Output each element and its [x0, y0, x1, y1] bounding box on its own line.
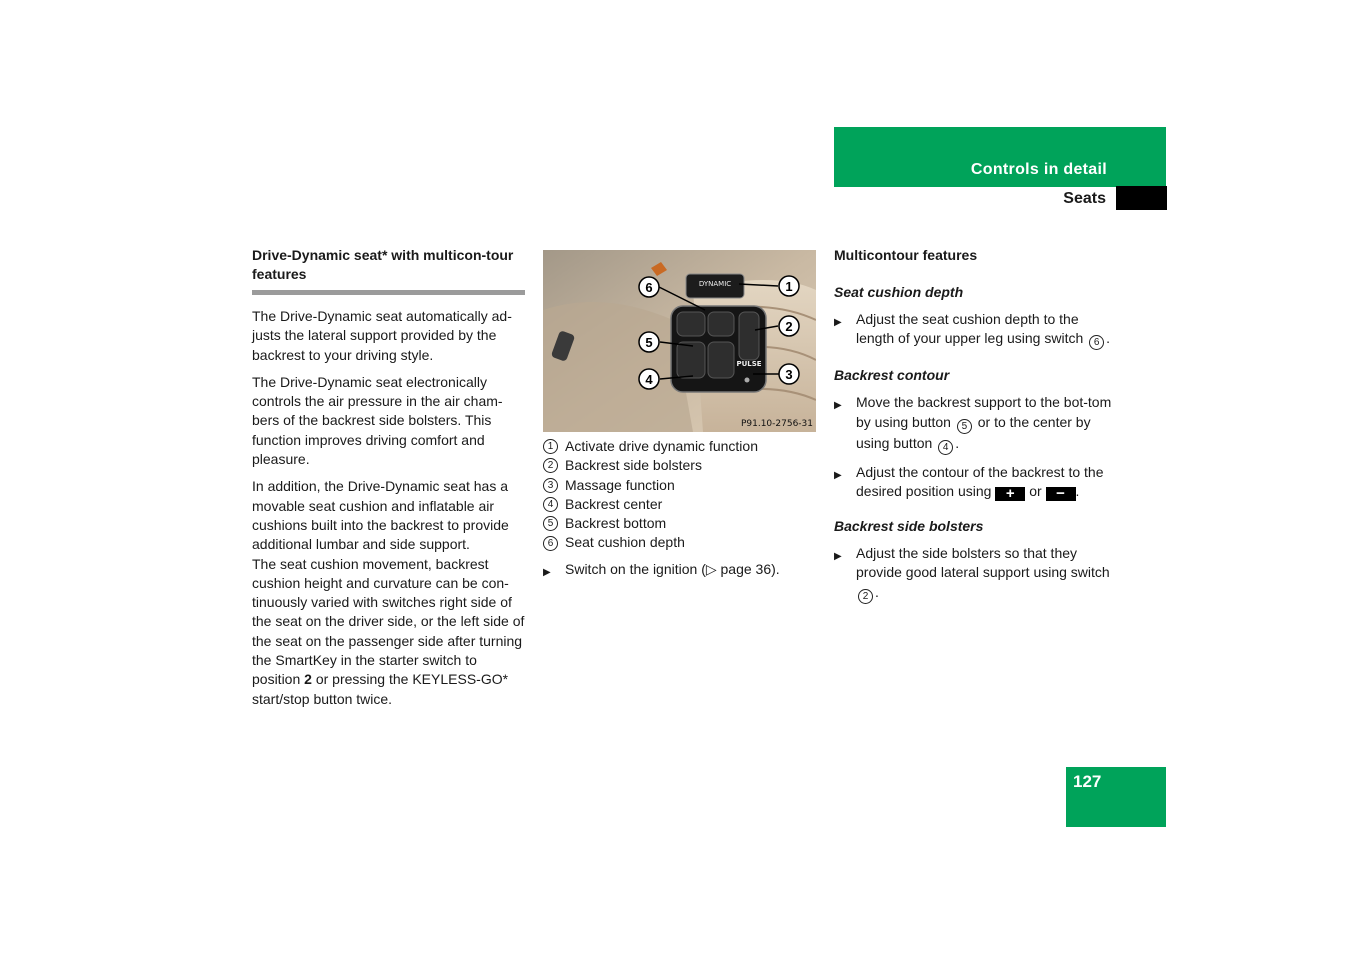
paragraph-3b: The seat cushion movement, backrest cushion height and curvature can be con-tinuously varied with switches right side of the seat on the driver side, or the left side of the seat on the passenger side after turning the SmartKey in the starter switch to position 2 or pressing the KEYLESS-GO* start/stop button twice. [252, 555, 525, 707]
subsection-title: Seats [1063, 190, 1106, 207]
section-title: Backrest side bolsters [834, 518, 984, 535]
step-arrow-icon: ▶ [543, 566, 551, 578]
step-arrow-icon: ▶ [834, 469, 842, 481]
section-backrest-contour [834, 366, 1114, 501]
position-number: 2 [304, 671, 312, 688]
instruction-step: ▶ Adjust the side bolsters so that they provide good lateral support using switch 2 . [834, 545, 1110, 602]
page-number-tab [1066, 767, 1166, 827]
step-arrow-icon: ▶ [834, 317, 842, 328]
header-tab-marker [1116, 186, 1167, 210]
figure-code: P91.10-2756-31 [740, 419, 813, 429]
dynamic-button-label: DYNAMIC [698, 280, 732, 288]
step-arrow-icon: ▶ [834, 400, 842, 412]
callout-5: 5 [645, 335, 653, 350]
paragraph-3a: In addition, the Drive-Dynamic seat has a movable seat cushion and inflatable air cushions built into the backrest to provide additional lumbar and side support. [252, 478, 509, 553]
page-number: 127 [1073, 772, 1102, 791]
callout-4: 4 [645, 372, 653, 387]
section-seat-cushion-depth [834, 283, 1114, 350]
legend-item: 3 Massage function [543, 476, 823, 495]
instruction-step: ▶ Adjust the contour of the backrest to the desired position using + or − . [834, 463, 1104, 502]
legend-item: 1 Activate drive dynamic function [543, 437, 823, 456]
minus-key-icon: − [1046, 487, 1076, 501]
ignition-step: ▶ Switch on the ignition (▷ page 36). [543, 560, 823, 582]
callout-1: 1 [785, 279, 793, 294]
section-title: Backrest contour [834, 367, 950, 384]
instruction-step: ▶ Move the backrest support to the bot-tom by using button 5 or to the center by using button 4 . [834, 394, 1112, 453]
section-title: Seat cushion depth [834, 284, 964, 300]
legend-item: 6 Seat cushion depth [543, 533, 823, 552]
callout-2: 2 [785, 319, 793, 334]
legend-item: 4 Backrest center [543, 495, 823, 514]
seat-switch-illustration [543, 250, 816, 432]
section-backrest-side-bolsters [834, 517, 1114, 604]
callout-3: 3 [785, 367, 793, 382]
legend-item: 5 Backrest bottom [543, 514, 823, 533]
figure-legend [543, 437, 823, 582]
left-column [252, 246, 525, 717]
seat-switch-photo [543, 250, 816, 432]
paragraph-1: The Drive-Dynamic seat automatically ad-justs the lateral support provided by the backrest to your driving style. [252, 308, 512, 363]
legend-item: 2 Backrest side bolsters [543, 456, 823, 475]
instruction-step: ▶ Adjust the seat cushion depth to the length of your upper leg using switch 6 . [834, 311, 1111, 349]
callout-6: 6 [645, 280, 653, 295]
left-heading: Drive-Dynamic seat* with multicon-tour features [252, 247, 514, 282]
right-heading: Multicontour features [834, 247, 978, 263]
paragraph-2: The Drive-Dynamic seat electronically controls the air pressure in the air cham-bers of the backrest side bolsters. This function improves driving comfort and pleasure. [252, 373, 503, 468]
step-arrow-icon: ▶ [834, 551, 842, 563]
section-title: Controls in detail [970, 161, 1107, 178]
pulse-label: PULSE [736, 360, 762, 368]
heading-rule [252, 290, 525, 295]
header-bar [834, 127, 1166, 187]
right-column [834, 246, 1114, 620]
plus-key-icon: + [995, 487, 1025, 501]
